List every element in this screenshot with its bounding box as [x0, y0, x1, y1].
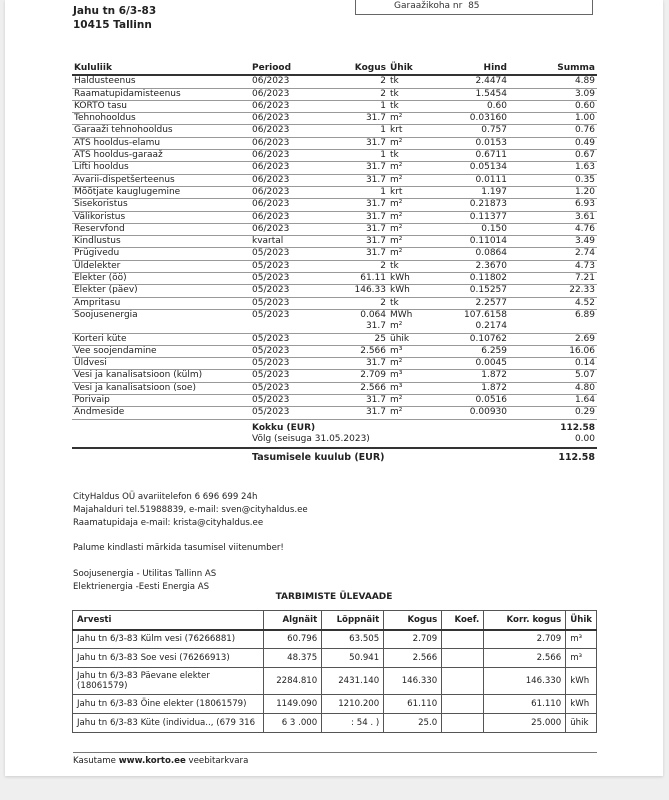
meter-cell — [442, 695, 484, 714]
charge-sum: 4.89 — [509, 75, 597, 88]
debt-label: Võlg (seisuga 31.05.2023) — [250, 434, 509, 448]
charge-qty: 2.709 — [338, 370, 388, 382]
charge-sum: 3.61 — [509, 211, 597, 223]
charge-qty: 2 — [338, 88, 388, 100]
charge-period: 05/2023 — [250, 248, 338, 260]
meter-row — [73, 714, 597, 733]
charge-item — [72, 321, 250, 333]
charge-row — [72, 248, 597, 260]
amount-due-label: Tasumisele kuulub (EUR) — [252, 452, 385, 464]
charge-period: 05/2023 — [250, 285, 338, 297]
charge-unit: kWh — [388, 273, 428, 285]
charge-period: 06/2023 — [250, 100, 338, 112]
charge-period — [250, 321, 338, 333]
invoice-page — [5, 0, 663, 776]
charge-row — [72, 382, 597, 394]
footer-suffix: veebitarkvara — [188, 756, 249, 766]
charge-price: 0.05134 — [428, 162, 509, 174]
charge-qty: 61.11 — [338, 273, 388, 285]
charge-price: 1.197 — [428, 186, 509, 198]
charge-item: Korteri küte — [72, 333, 250, 345]
property-info-box — [355, 0, 593, 15]
charge-sum: 7.21 — [509, 273, 597, 285]
charge-period: 06/2023 — [250, 137, 338, 149]
charge-qty: 31.7 — [338, 137, 388, 149]
consumption-table — [72, 610, 597, 733]
charge-qty: 31.7 — [338, 174, 388, 186]
charge-qty: 31.7 — [338, 162, 388, 174]
charge-row — [72, 223, 597, 235]
charge-sum: 2.69 — [509, 333, 597, 345]
col-period: Periood — [250, 63, 338, 75]
meter-cell: 1210.200 — [322, 695, 384, 714]
consumption-col-header: Korr. kogus — [484, 611, 566, 630]
charge-item: Elekter (öö) — [72, 273, 250, 285]
charge-item: ATS hooldus-garaaž — [72, 150, 250, 162]
meter-cell: 48.375 — [264, 649, 322, 668]
charge-qty: 25 — [338, 333, 388, 345]
charge-item: Mõõtjate kauglugemine — [72, 186, 250, 198]
meter-cell: m³ — [566, 630, 597, 649]
charge-sum: 5.07 — [509, 370, 597, 382]
charge-item: Reservfond — [72, 223, 250, 235]
charge-qty: 31.7 — [338, 113, 388, 125]
meter-cell: 146.330 — [484, 668, 566, 695]
meter-cell: Jahu tn 6/3-83 Öine elekter (18061579) — [73, 695, 264, 714]
meter-row — [73, 668, 597, 695]
charge-item: Vesi ja kanalisatsioon (külm) — [72, 370, 250, 382]
meter-cell: 2.709 — [384, 630, 442, 649]
info-line: Majahalduri tel.51988839, e-mail: sven@cityhaldus.ee — [73, 504, 308, 515]
charge-item: Haldusteenus — [72, 75, 250, 88]
charge-row — [72, 88, 597, 100]
debt-row — [72, 434, 597, 448]
charge-row — [72, 150, 597, 162]
charge-price: 0.0516 — [428, 395, 509, 407]
meter-cell: Jahu tn 6/3-83 Päevane elekter (18061579) — [73, 668, 264, 695]
charge-row — [72, 309, 597, 321]
charge-row — [72, 113, 597, 125]
meter-cell: kWh — [566, 695, 597, 714]
total-label: Kokku (EUR) — [252, 422, 316, 433]
charge-period: 06/2023 — [250, 113, 338, 125]
meter-cell: kWh — [566, 668, 597, 695]
charge-row — [72, 100, 597, 112]
meter-cell: Jahu tn 6/3-83 Külm vesi (76266881) — [73, 630, 264, 649]
charge-unit: tk — [388, 260, 428, 272]
consumption-col-header: Kogus — [384, 611, 442, 630]
charge-item: Vee soojendamine — [72, 345, 250, 357]
col-item: Kululiik — [72, 63, 250, 75]
meter-cell: 2284.810 — [264, 668, 322, 695]
charge-qty: 31.7 — [338, 248, 388, 260]
charge-sum: 2.74 — [509, 248, 597, 260]
charge-sum: 22.33 — [509, 285, 597, 297]
charge-unit: tk — [388, 297, 428, 309]
charge-unit: m² — [388, 248, 428, 260]
charge-price: 0.150 — [428, 223, 509, 235]
charge-price: 107.6158 — [464, 309, 507, 320]
charge-price: 0.00930 — [428, 407, 509, 419]
consumption-col-header: Lõppnäit — [322, 611, 384, 630]
charge-row — [72, 162, 597, 174]
charge-price: 1.872 — [428, 370, 509, 382]
col-unit: Ühik — [388, 63, 428, 75]
charge-row — [72, 297, 597, 309]
charge-unit: m³ — [388, 382, 428, 394]
charge-unit: m² — [388, 113, 428, 125]
charge-unit: m³ — [388, 370, 428, 382]
charge-price: 2.2577 — [428, 297, 509, 309]
charge-qty: 146.33 — [338, 285, 388, 297]
info-line — [73, 529, 308, 542]
total-value: 112.58 — [560, 422, 595, 433]
charge-unit: krt — [388, 125, 428, 137]
charge-row — [72, 285, 597, 297]
charge-item: Andmeside — [72, 407, 250, 419]
charge-qty: 2 — [338, 75, 388, 88]
meter-cell: 60.796 — [264, 630, 322, 649]
charge-row — [72, 186, 597, 198]
charge-item: Garaaži tehnohooldus — [72, 125, 250, 137]
charge-item: Tehnohooldus — [72, 113, 250, 125]
charge-price: 0.2174 — [428, 321, 509, 333]
meter-cell: 50.941 — [322, 649, 384, 668]
charge-price: 0.0153 — [428, 137, 509, 149]
charge-row — [72, 358, 597, 370]
charge-period: 05/2023 — [250, 395, 338, 407]
charge-sum: 0.67 — [509, 150, 597, 162]
charge-period: 05/2023 — [250, 358, 338, 370]
charge-price: 0.11802 — [428, 273, 509, 285]
charge-period: 06/2023 — [250, 125, 338, 137]
charge-price: 0.21873 — [428, 199, 509, 211]
meter-row — [73, 630, 597, 649]
charge-qty: 2.566 — [338, 382, 388, 394]
charge-price: 0.757 — [428, 125, 509, 137]
charge-unit: m² — [388, 137, 428, 149]
charge-qty: 31.7 — [338, 395, 388, 407]
charges-table — [72, 63, 597, 464]
col-sum: Summa — [509, 63, 597, 75]
charge-row — [72, 321, 597, 333]
charge-sum: 0.76 — [509, 125, 597, 137]
charge-period: 06/2023 — [250, 75, 338, 88]
consumption-col-header: Algnäit — [264, 611, 322, 630]
charge-item: Elekter (päev) — [72, 285, 250, 297]
meter-cell: 61.110 — [484, 695, 566, 714]
col-price: Hind — [428, 63, 509, 75]
charge-unit: m² — [388, 199, 428, 211]
charge-item: Ampritasu — [72, 297, 250, 309]
charge-row — [72, 125, 597, 137]
charge-price: 0.03160 — [428, 113, 509, 125]
charge-sum: 1.64 — [509, 395, 597, 407]
footer-prefix: Kasutame — [73, 756, 116, 766]
charge-row — [72, 174, 597, 186]
charge-row — [72, 211, 597, 223]
meter-row — [73, 695, 597, 714]
meter-cell: m³ — [566, 649, 597, 668]
charge-price: 0.11377 — [428, 211, 509, 223]
charge-row — [72, 407, 597, 419]
amount-due-value: 112.58 — [558, 452, 595, 464]
charge-period: kvartal — [250, 236, 338, 248]
charge-item: Avarii-dispetšerteenus — [72, 174, 250, 186]
charge-row — [72, 395, 597, 407]
charge-row — [72, 273, 597, 285]
charge-sum: 1.20 — [509, 186, 597, 198]
meter-cell — [442, 714, 484, 733]
info-line: Raamatupidaja e-mail: krista@cityhaldus.ee — [73, 517, 264, 528]
total-row — [72, 419, 597, 434]
charge-qty: 0.064 — [360, 309, 386, 320]
recipient-address — [73, 5, 156, 32]
charge-qty: 31.7 — [338, 407, 388, 419]
charge-row — [72, 137, 597, 149]
charge-period: 06/2023 — [250, 211, 338, 223]
charge-sum: 1.63 — [509, 162, 597, 174]
amount-due-row — [72, 448, 597, 463]
charges-header — [72, 63, 597, 75]
charge-period: 05/2023 — [250, 260, 338, 272]
info-line: Elektrienergia -Eesti Energia AS — [73, 581, 210, 592]
charge-item: Kindlustus — [72, 236, 250, 248]
charge-qty: 1 — [338, 125, 388, 137]
charge-price: 0.0111 — [428, 174, 509, 186]
charge-sum: 3.09 — [509, 88, 597, 100]
charge-price: 1.5454 — [428, 88, 509, 100]
address-city: 10415 Tallinn — [73, 18, 152, 31]
info-line: Soojusenergia - Utilitas Tallinn AS — [73, 568, 217, 579]
charge-unit: m² — [388, 223, 428, 235]
meter-cell: 6 3 .000 — [264, 714, 322, 733]
charge-period: 05/2023 — [250, 370, 338, 382]
charge-sum: 0.29 — [509, 407, 597, 419]
charge-price: 0.0864 — [428, 248, 509, 260]
charge-period: 06/2023 — [250, 174, 338, 186]
contact-info — [73, 491, 308, 593]
charge-sum: 3.49 — [509, 236, 597, 248]
charge-period: 06/2023 — [250, 199, 338, 211]
charge-period: 05/2023 — [252, 309, 290, 320]
charge-sum: 4.73 — [509, 260, 597, 272]
charge-qty: 31.7 — [338, 358, 388, 370]
charge-qty: 1 — [338, 150, 388, 162]
charge-item: Porivaip — [72, 395, 250, 407]
charge-unit: tk — [388, 100, 428, 112]
charge-item: ATS hooldus-elamu — [72, 137, 250, 149]
consumption-header — [73, 611, 597, 630]
charge-unit: kWh — [388, 285, 428, 297]
charge-period: 06/2023 — [250, 186, 338, 198]
charge-item: Üldelekter — [72, 260, 250, 272]
charge-price: 2.3670 — [428, 260, 509, 272]
charge-sum: 1.00 — [509, 113, 597, 125]
charge-period: 05/2023 — [250, 407, 338, 419]
meter-cell — [442, 630, 484, 649]
meter-cell: 1149.090 — [264, 695, 322, 714]
charge-qty: 1 — [338, 186, 388, 198]
meter-cell: 2.566 — [384, 649, 442, 668]
charge-period: 06/2023 — [250, 150, 338, 162]
charge-price: 6.259 — [428, 345, 509, 357]
meter-cell: 2.709 — [484, 630, 566, 649]
info-line: Palume kindlasti märkida tasumisel viitenumber! — [73, 543, 284, 554]
charge-sum: 4.80 — [509, 382, 597, 394]
korto-link[interactable]: www.korto.ee — [118, 756, 186, 766]
info-line: CityHaldus OÜ avariitelefon 6 696 699 24h — [73, 492, 258, 502]
debt-value: 0.00 — [509, 434, 597, 448]
meter-row — [73, 649, 597, 668]
charge-row — [72, 345, 597, 357]
charge-unit: m² — [388, 358, 428, 370]
charge-unit: m² — [388, 395, 428, 407]
charge-period: 06/2023 — [250, 223, 338, 235]
footer — [73, 752, 597, 766]
charge-row — [72, 199, 597, 211]
meter-cell: 146.330 — [384, 668, 442, 695]
charge-unit: m² — [388, 174, 428, 186]
charge-unit: m³ — [388, 345, 428, 357]
charge-sum — [509, 321, 597, 333]
charge-sum: 6.89 — [574, 309, 595, 320]
charge-unit: m² — [388, 407, 428, 419]
charge-item: KORTO tasu — [72, 100, 250, 112]
meter-cell: 63.505 — [322, 630, 384, 649]
charge-row — [72, 236, 597, 248]
charge-price: 0.15257 — [428, 285, 509, 297]
charge-item: Raamatupidamisteenus — [72, 88, 250, 100]
consumption-title: TARBIMISTE ÜLEVAADE — [275, 592, 393, 602]
charge-item: Vesi ja kanalisatsioon (soe) — [72, 382, 250, 394]
address-street: Jahu tn 6/3-83 — [73, 5, 157, 17]
meter-cell: Jahu tn 6/3-83 Soe vesi (76266913) — [73, 649, 264, 668]
charge-sum: 6.93 — [509, 199, 597, 211]
charge-period: 05/2023 — [250, 345, 338, 357]
meter-cell: 2431.140 — [322, 668, 384, 695]
charge-unit: MWh — [390, 309, 413, 320]
charge-qty: 31.7 — [338, 236, 388, 248]
charge-period: 05/2023 — [250, 333, 338, 345]
meter-cell — [442, 668, 484, 695]
charge-period: 05/2023 — [250, 382, 338, 394]
charge-period: 06/2023 — [250, 162, 338, 174]
charge-qty: 2 — [338, 260, 388, 272]
charge-unit: krt — [388, 186, 428, 198]
charge-period: 05/2023 — [250, 297, 338, 309]
charge-unit: tk — [388, 88, 428, 100]
charge-qty: 2 — [338, 297, 388, 309]
info-line — [73, 555, 308, 568]
charge-item: Välikoristus — [72, 211, 250, 223]
charge-sum: 0.14 — [509, 358, 597, 370]
charge-qty: 2.566 — [338, 345, 388, 357]
charge-unit: m² — [388, 236, 428, 248]
charge-item: Soojusenergia — [74, 309, 138, 320]
meter-cell: : 54 . ) — [322, 714, 384, 733]
charge-unit: ühik — [388, 333, 428, 345]
charge-qty: 1 — [338, 100, 388, 112]
charge-unit: m² — [388, 162, 428, 174]
charge-sum: 0.49 — [509, 137, 597, 149]
meter-cell: Jahu tn 6/3-83 Küte (individua.., (679 316 — [73, 714, 264, 733]
meter-cell — [442, 649, 484, 668]
charge-item: Lifti hooldus — [72, 162, 250, 174]
charge-price: 0.0045 — [428, 358, 509, 370]
charge-price: 0.60 — [428, 100, 509, 112]
garage-label: Garaažikoha nr — [394, 1, 463, 11]
meter-cell: 25.000 — [484, 714, 566, 733]
charge-price: 2.4474 — [428, 75, 509, 88]
charge-qty: 31.7 — [338, 223, 388, 235]
charge-sum: 16.06 — [509, 345, 597, 357]
charge-sum: 0.60 — [509, 100, 597, 112]
charge-period: 06/2023 — [250, 88, 338, 100]
charge-item: Prügivedu — [72, 248, 250, 260]
garage-number: 85 — [468, 1, 480, 11]
charge-row — [72, 333, 597, 345]
charge-item: Sisekoristus — [72, 199, 250, 211]
consumption-col-header: Ühik — [566, 611, 597, 630]
charge-sum: 4.76 — [509, 223, 597, 235]
charge-unit: tk — [388, 150, 428, 162]
charge-price: 1.872 — [428, 382, 509, 394]
meter-cell: ühik — [566, 714, 597, 733]
charge-period: 05/2023 — [250, 273, 338, 285]
charge-unit: m² — [388, 211, 428, 223]
meter-cell: 61.110 — [384, 695, 442, 714]
consumption-col-header: Koef. — [442, 611, 484, 630]
charge-sum: 0.35 — [509, 174, 597, 186]
charge-price: 0.11014 — [428, 236, 509, 248]
charge-item: Üldvesi — [72, 358, 250, 370]
charge-sum: 4.52 — [509, 297, 597, 309]
charge-qty: 31.7 — [338, 199, 388, 211]
charge-qty: 31.7 — [338, 211, 388, 223]
charge-unit: tk — [388, 75, 428, 88]
charge-row — [72, 370, 597, 382]
charge-price: 0.6711 — [428, 150, 509, 162]
consumption-col-header: Arvesti — [73, 611, 264, 630]
meter-cell: 2.566 — [484, 649, 566, 668]
charge-price: 0.10762 — [428, 333, 509, 345]
charge-row — [72, 260, 597, 272]
charge-qty: 31.7 — [338, 321, 388, 333]
meter-cell: 25.0 — [384, 714, 442, 733]
charge-row — [72, 75, 597, 88]
col-qty: Kogus — [338, 63, 388, 75]
charge-unit: m² — [388, 321, 428, 333]
